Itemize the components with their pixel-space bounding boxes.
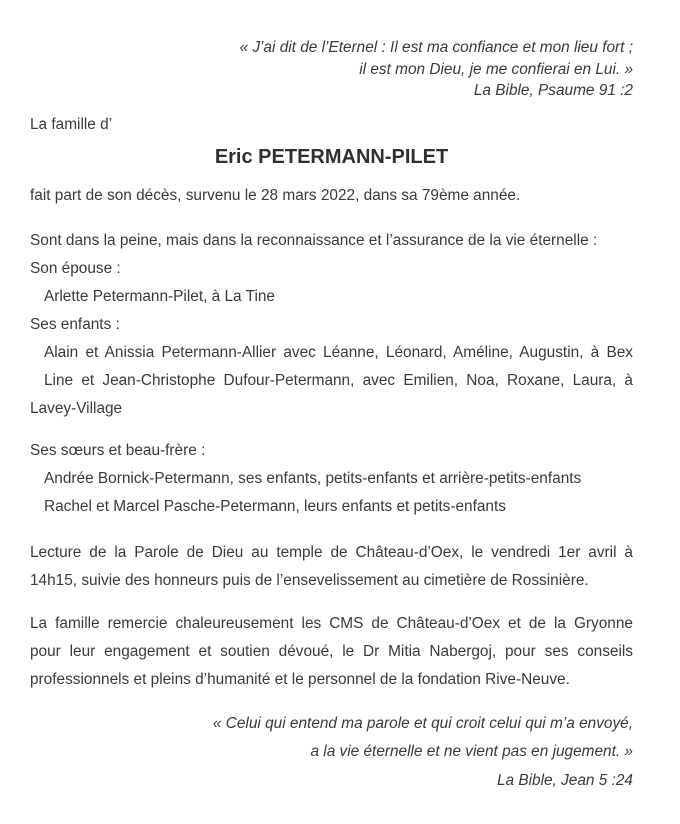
ceremony-paragraph (30, 539, 633, 595)
child-entry-2 (30, 367, 633, 423)
thanks-line-1: La famille remercie chaleureusement les CMS de Château-d’Oex et de la Gryonne (30, 614, 633, 632)
deceased-name: Eric PETERMANN-PILET (214, 145, 449, 168)
thanks-line-3: professionnels et pleins d’humanité et le personnel de la fondation Rive-Neuve. (30, 670, 570, 688)
death-announcement: fait part de son décès, survenu le 28 mars 2022, dans sa 79ème année. (30, 186, 521, 204)
group-children (30, 311, 633, 423)
child-entry-2-line-2: Lavey-Village (30, 399, 123, 417)
family-section (30, 227, 633, 521)
children-label: Ses enfants : (30, 315, 120, 333)
closing-bible-quote (30, 710, 633, 796)
closing-quote-source: La Bible, Jean 5 :24 (496, 771, 633, 789)
opening-quote-source: La Bible, Psaume 91 :2 (473, 82, 633, 99)
family-lead: Sont dans la peine, mais dans la reconnaissance et l’assurance de la vie éternelle : (30, 231, 598, 249)
group-siblings (30, 437, 633, 521)
ceremony-line-1: Lecture de la Parole de Dieu au temple de Château-d’Oex, le vendredi 1er avril à (30, 543, 633, 561)
opening-bible-quote (30, 37, 633, 102)
group-spouse (30, 255, 633, 311)
closing-quote-line-2: a la vie éternelle et ne vient pas en jugement. » (310, 743, 633, 760)
spouse-label: Son épouse : (30, 259, 121, 277)
sibling-entry-1: Andrée Bornick-Petermann, ses enfants, petits-enfants et arrière-petits-enfants (44, 469, 582, 487)
thanks-paragraph (30, 610, 633, 694)
sibling-entry-2: Rachel et Marcel Pasche-Petermann, leurs enfants et petits-enfants (44, 497, 506, 515)
child-entry-2-line-1: Line et Jean-Christophe Dufour-Petermann, avec Emilien, Noa, Roxane, Laura, à (44, 371, 633, 389)
closing-quote-line-1: « Celui qui entend ma parole et qui croit celui qui m’a envoyé, (212, 714, 633, 732)
thanks-line-2: pour leur engagement et soutien dévoué, le Dr Mitia Nabergoj, pour ses conseils (30, 642, 633, 660)
opening-quote-line-2: il est mon Dieu, je me confierai en Lui. » (359, 60, 633, 78)
intro-line: La famille d’ (30, 115, 113, 133)
ceremony-line-2: 14h15, suivie des honneurs puis de l’ensevelissement au cimetière de Rossinière. (30, 571, 589, 589)
opening-quote-line-1: « J’ai dit de l’Eternel : Il est ma confiance et mon lieu fort ; (239, 39, 633, 56)
child-entry-1: Alain et Anissia Petermann-Allier avec Léanne, Léonard, Améline, Augustin, à Bex (44, 343, 633, 361)
siblings-label: Ses sœurs et beau-frère : (30, 441, 206, 459)
spouse-name: Arlette Petermann-Pilet, à La Tine (44, 287, 275, 305)
